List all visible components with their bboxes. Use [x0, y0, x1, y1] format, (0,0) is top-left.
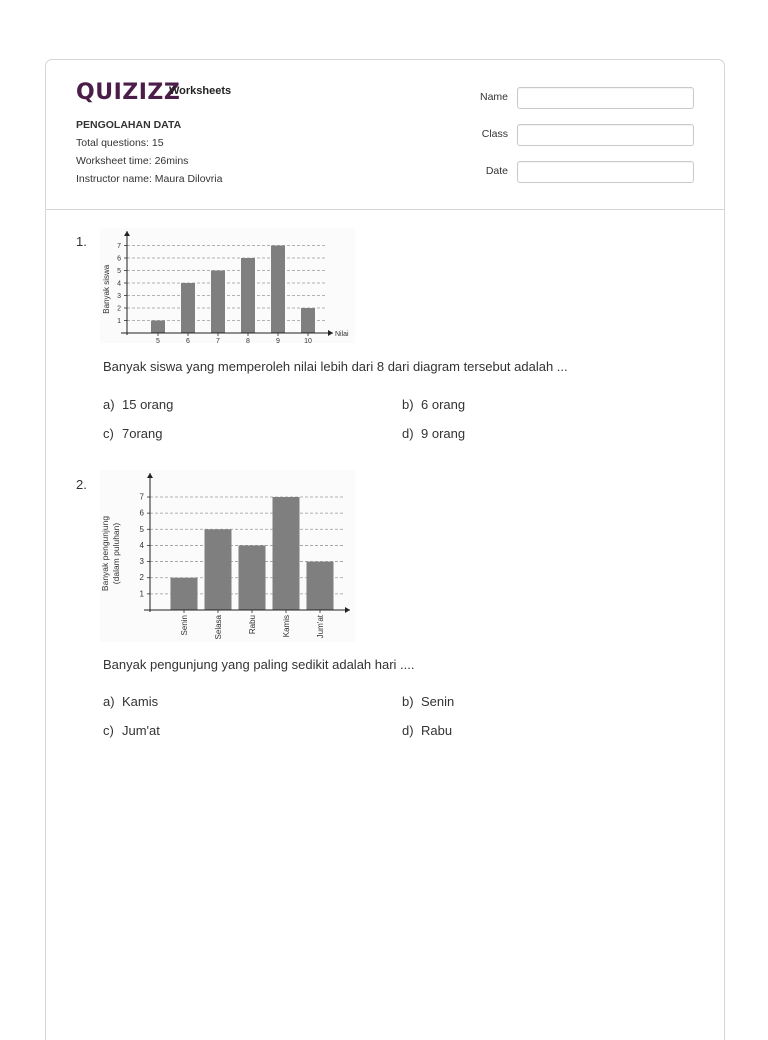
option-letter: c) [103, 723, 114, 738]
y-tick-label: 2 [117, 305, 121, 313]
x-tick-label: Kamis [282, 615, 291, 638]
question-1-number: 1. [76, 234, 87, 249]
y-tick-label: 1 [117, 318, 121, 325]
x-tick-label: 7 [216, 338, 220, 343]
y-tick-label: 5 [117, 268, 121, 275]
y-tick-label: 4 [139, 540, 144, 550]
option-text: Rabu [421, 723, 453, 738]
y-tick-label: 4 [117, 280, 121, 288]
class-label: Class [481, 128, 508, 140]
option-letter: b) [402, 397, 414, 412]
option-text: 15 orang [122, 397, 174, 412]
bar [181, 283, 195, 333]
date-field[interactable] [517, 161, 694, 183]
x-axis-label: Nilai [335, 331, 349, 338]
y-tick-label: 5 [139, 524, 144, 534]
name-field[interactable] [517, 87, 694, 109]
question-2-option-c[interactable] [103, 723, 160, 738]
question-2-option-d[interactable] [402, 723, 452, 738]
worksheet-header [46, 60, 724, 210]
option-letter: b) [402, 694, 414, 709]
bar [211, 271, 225, 334]
y-tick-label: 1 [139, 589, 144, 599]
y-tick-label: 7 [139, 492, 144, 502]
option-text: 7orang [122, 426, 163, 441]
bar [205, 529, 232, 610]
bar [273, 497, 300, 610]
option-letter: a) [103, 397, 115, 412]
y-axis-label: Banyak pengunjung [100, 515, 110, 592]
option-text: Senin [421, 694, 455, 709]
x-tick-label: Jum'at [316, 615, 325, 639]
x-tick-label: Rabu [248, 615, 257, 635]
y-tick-label: 7 [117, 243, 121, 250]
y-tick-label: 3 [117, 293, 121, 300]
option-text: 9 orang [421, 426, 466, 441]
date-label: Date [485, 165, 508, 177]
y-tick-label: 6 [117, 255, 121, 263]
bar [271, 246, 285, 334]
total-questions: Total questions: 15 [76, 137, 164, 149]
bar [239, 545, 266, 610]
option-letter: d) [402, 723, 414, 738]
question-2-number: 2. [76, 477, 87, 492]
y-tick-label: 3 [139, 557, 144, 567]
y-tick-label: 2 [139, 573, 144, 583]
bar [171, 578, 198, 610]
option-text: 6 orang [421, 397, 466, 412]
question-1-option-a[interactable] [103, 397, 173, 412]
question-1-text: Banyak siswa yang memperoleh nilai lebih dari 8 dari diagram tersebut adalah ... [103, 359, 568, 374]
brand-wordmark: QUIZIZZ [76, 80, 181, 105]
bar [301, 308, 315, 333]
brand-suffix: Worksheets [169, 85, 232, 97]
name-label: Name [479, 91, 508, 103]
y-tick-label: 6 [139, 508, 144, 518]
x-tick-label: Senin [180, 615, 189, 636]
question-2-option-a[interactable] [103, 694, 158, 709]
y-axis-label: Banyak siswa [102, 264, 111, 314]
worksheet-time: Worksheet time: 26mins [76, 155, 189, 167]
question-1-option-c[interactable] [103, 426, 162, 441]
question-1-option-b[interactable] [402, 397, 465, 412]
question-1-option-d[interactable] [402, 426, 465, 441]
option-text: Jum'at [122, 723, 160, 738]
x-tick-label: 10 [304, 338, 312, 343]
option-letter: d) [402, 426, 414, 441]
x-tick-label: 6 [186, 338, 190, 343]
x-tick-label: Selasa [214, 615, 223, 640]
x-tick-label: 8 [246, 338, 250, 343]
bar [307, 562, 334, 610]
option-letter: a) [103, 694, 115, 709]
instructor-name: Instructor name: Maura Dilovria [76, 173, 223, 185]
bar [151, 321, 165, 334]
x-tick-label: 9 [276, 338, 280, 343]
class-field[interactable] [517, 124, 694, 146]
bar [241, 258, 255, 333]
question-2-option-b[interactable] [402, 694, 454, 709]
question-1-bar-chart [100, 228, 355, 343]
question-2-text: Banyak pengunjung yang paling sedikit adalah hari .... [103, 657, 415, 672]
option-letter: c) [103, 426, 114, 441]
worksheet-title: PENGOLAHAN DATA [76, 119, 182, 131]
question-2-bar-chart [100, 470, 355, 642]
x-tick-label: 5 [156, 338, 160, 343]
option-text: Kamis [122, 694, 159, 709]
y-axis-label-secondary: (dalam puluhan) [111, 522, 121, 585]
